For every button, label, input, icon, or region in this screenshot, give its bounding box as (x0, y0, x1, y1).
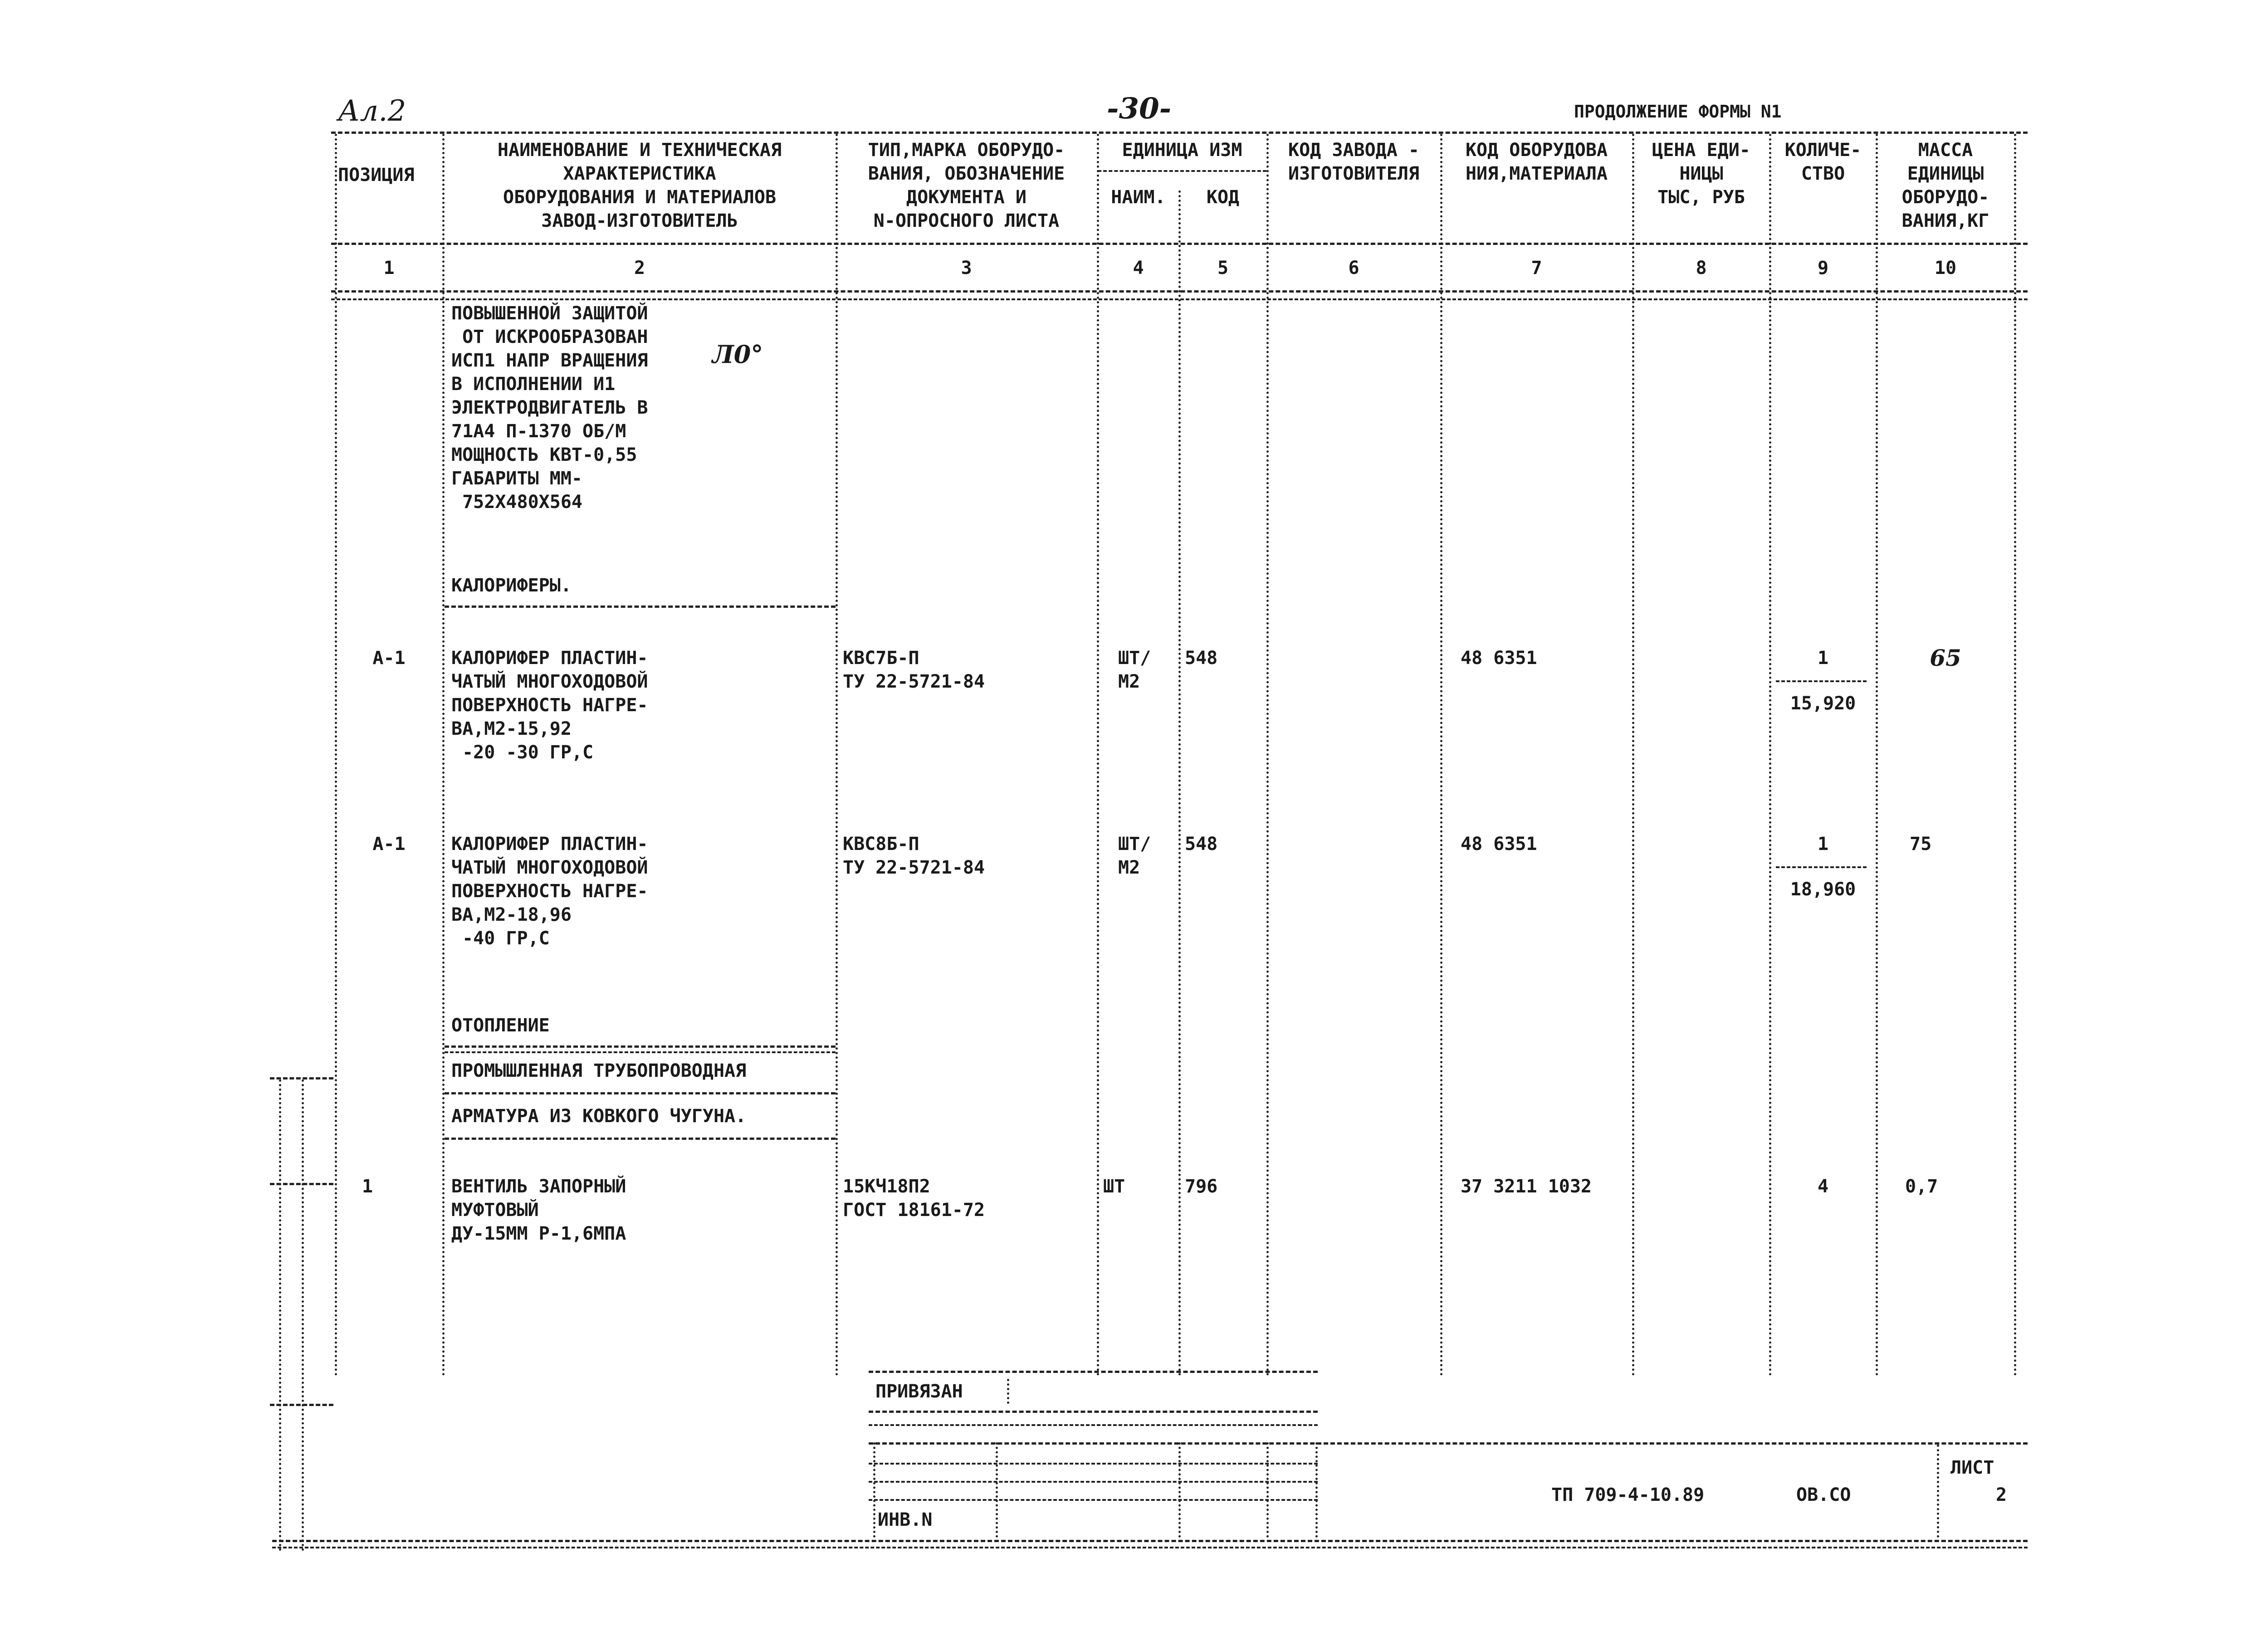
block1-line-3: ИСП1 НАПР ВРАЩЕНИЯ (451, 350, 648, 371)
col8-header-line1: ЦЕНА ЕДИ- (1652, 140, 1750, 161)
stamp-col-1 (873, 1442, 875, 1538)
margin-rule-2 (270, 1183, 333, 1185)
stamp-sheet-label: ЛИСТ (1950, 1457, 1994, 1478)
row1-name-line4: ВА,М2-15,92 (451, 718, 572, 739)
stamp-privyazan-sep (1007, 1379, 1009, 1404)
row3-type-line1: 15КЧ18П2 (843, 1176, 930, 1197)
row3-code: 796 (1185, 1176, 1218, 1197)
col10-header-line3: ОБОРУДО- (1901, 187, 1989, 208)
col-number-6: 6 (1348, 258, 1359, 278)
block1-line-5: ЭЛЕКТРОДВИГАТЕЛЬ В (451, 397, 648, 418)
row2-unit-line2: М2 (1118, 857, 1140, 878)
col5-header: КОД (1206, 187, 1240, 208)
section-armatura-divider (445, 1092, 836, 1094)
row3-material-code: 37 3211 1032 (1461, 1176, 1592, 1197)
col-number-3: 3 (961, 258, 972, 278)
block1-line-9: 752Х480Х564 (451, 492, 582, 513)
col1-header: ПОЗИЦИЯ (338, 165, 415, 186)
row1-qty-area: 15,920 (1790, 693, 1856, 714)
block1-line-6: 71А4 П-1370 ОБ/М (451, 421, 626, 442)
page-number: -30- (1107, 92, 1172, 126)
stamp-rule-top (869, 1371, 1318, 1373)
col45-header-title: ЕДИНИЦА ИЗМ (1122, 140, 1242, 161)
col8-header-line3: ТЫС, РУБ (1657, 187, 1745, 208)
album-label: Ал.2 (338, 94, 406, 128)
col7-header-line1: КОД ОБОРУДОВА (1465, 140, 1608, 161)
row2-name-line1: КАЛОРИФЕР ПЛАСТИН- (451, 834, 648, 855)
row3-qty: 4 (1817, 1176, 1829, 1197)
stamp-sheet-number: 2 (1996, 1485, 2007, 1505)
stamp-col-4 (1266, 1442, 1269, 1538)
row2-code: 548 (1185, 834, 1218, 855)
col-number-5: 5 (1217, 258, 1229, 278)
block1-line-7: МОЩНОСТЬ КВТ-0,55 (451, 444, 637, 465)
stamp-privyazan: ПРИВЯЗАН (875, 1381, 963, 1402)
col8-header-line2: НИЦЫ (1679, 163, 1723, 184)
row3-name-line2: МУФТОВЫЙ (451, 1200, 539, 1221)
col2-header-line3: ОБОРУДОВАНИЯ И МАТЕРИАЛОВ (503, 187, 777, 208)
col2-header-line2: ХАРАКТЕРИСТИКА (563, 163, 716, 184)
row2-name-line3: ПОВЕРХНОСТЬ НАГРЕ- (451, 881, 648, 902)
row2-name-line5: -40 ГР,С (451, 928, 550, 949)
col2-header-line4: ЗАВОД-ИЗГОТОВИТЕЛЬ (541, 210, 738, 231)
stamp-rule-6 (869, 1481, 1318, 1483)
row1-code: 548 (1185, 648, 1218, 669)
stamp-rule-7 (869, 1499, 1318, 1501)
col-number-8: 8 (1696, 258, 1707, 278)
row3-unit: ШТ (1103, 1176, 1125, 1197)
block1-line-8: ГАБАРИТЫ ММ- (451, 468, 582, 489)
col-border-5 (1266, 134, 1269, 1377)
stamp-inv: ИНВ.N (878, 1509, 933, 1530)
row1-name-line2: ЧАТЫЙ МНОГОХОДОВОЙ (451, 671, 648, 692)
col45-header-divider (1098, 170, 1266, 172)
margin-col-b (302, 1079, 304, 1551)
row1-type-line2: ТУ 22-5721-84 (843, 671, 985, 692)
section-armatura-line1: ПРОМЫШЛЕННАЯ ТРУБОПРОВОДНАЯ (451, 1060, 747, 1081)
rule-top (331, 132, 2028, 134)
row2-type-line1: КВС8Б-П (843, 834, 919, 855)
col-border-9 (1876, 134, 1878, 1377)
section-armatura-line2: АРМАТУРА ИЗ КОВКОГО ЧУГУНА. (451, 1106, 747, 1127)
col3-header-line1: ТИП,МАРКА ОБОРУДО- (868, 140, 1065, 161)
stamp-col-2 (996, 1442, 998, 1538)
stamp-rule-4 (869, 1442, 2028, 1445)
col9-header-line2: СТВО (1801, 163, 1845, 184)
row1-material-code: 48 6351 (1461, 648, 1537, 669)
col3-header-line4: N-ОПРОСНОГО ЛИСТА (873, 210, 1060, 231)
row1-name-line1: КАЛОРИФЕР ПЛАСТИН- (451, 648, 648, 669)
stamp-col-3 (1178, 1442, 1181, 1538)
rule-bottom-2 (272, 1547, 2028, 1548)
stamp-col-5 (1315, 1442, 1318, 1538)
row1-mass: 65 (1930, 645, 1961, 671)
stamp-doc-code: ТП 709-4-10.89 (1551, 1485, 1705, 1505)
margin-col-a (279, 1079, 281, 1551)
col-border-3 (1097, 134, 1099, 1377)
col10-header-line1: МАССА (1918, 140, 1973, 161)
col9-header-line1: КОЛИЧЕ- (1784, 140, 1862, 161)
row1-unit-line2: М2 (1118, 671, 1140, 692)
row1-qty-fraction-bar (1776, 680, 1867, 682)
row2-name-line4: ВА,М2-18,96 (451, 904, 572, 925)
col-number-1: 1 (383, 258, 395, 278)
continuation-title: ПРОДОЛЖЕНИЕ ФОРМЫ N1 (1574, 102, 1782, 122)
col2-header-line1: НАИМЕНОВАНИЕ И ТЕХНИЧЕСКАЯ (497, 140, 782, 161)
row2-unit-line1: ШТ/ (1118, 834, 1151, 855)
row3-position: 1 (362, 1176, 373, 1197)
row1-unit-line1: ШТ/ (1118, 648, 1151, 669)
col-border-2 (836, 134, 838, 1377)
col7-header-line2: НИЯ,МАТЕРИАЛА (1465, 163, 1608, 184)
col-number-4: 4 (1133, 258, 1144, 278)
row1-type-line1: КВС7Б-П (843, 648, 919, 669)
section-armatura-underline (445, 1138, 836, 1140)
col3-header-line2: ВАНИЯ, ОБОЗНАЧЕНИЕ (868, 163, 1065, 184)
section-kalorifery: КАЛОРИФЕРЫ. (451, 575, 572, 596)
row3-mass: 0,7 (1905, 1176, 1938, 1197)
row1-name-line3: ПОВЕРХНОСТЬ НАГРЕ- (451, 695, 648, 716)
col6-header-line1: КОД ЗАВОДА - (1288, 140, 1419, 161)
stamp-section: ОВ.СО (1796, 1485, 1851, 1505)
col3-header-line3: ДОКУМЕНТА И (906, 187, 1026, 208)
block1-line-2: ОТ ИСКРООБРАЗОВАН (451, 327, 648, 347)
row2-qty: 1 (1817, 834, 1829, 855)
row2-position: А-1 (372, 834, 406, 855)
row2-material-code: 48 6351 (1461, 834, 1537, 855)
stamp-sheet-sep (1937, 1445, 1939, 1538)
row3-name-line1: ВЕНТИЛЬ ЗАПОРНЫЙ (451, 1176, 626, 1197)
col4-header: НАИМ. (1111, 187, 1166, 208)
margin-rule-3 (270, 1404, 333, 1406)
stamp-rule-3 (869, 1424, 1318, 1426)
col-number-9: 9 (1817, 258, 1829, 278)
col6-header-line2: ИЗГОТОВИТЕЛЯ (1288, 163, 1419, 184)
row1-position: А-1 (372, 648, 406, 669)
block1-handwritten-note: Л0° (712, 340, 763, 369)
stamp-rule-2 (869, 1411, 1318, 1413)
col-border-0 (335, 134, 337, 1377)
block1-line-4: В ИСПОЛНЕНИИ И1 (451, 374, 616, 395)
col-border-7 (1632, 134, 1634, 1377)
col-number-10: 10 (1934, 258, 1957, 278)
section-kalorifery-underline (445, 606, 836, 608)
row2-name-line2: ЧАТЫЙ МНОГОХОДОВОЙ (451, 857, 648, 878)
col-border-6 (1440, 134, 1442, 1377)
section-otoplenie: ОТОПЛЕНИЕ (451, 1015, 550, 1036)
section-otoplenie-underline (445, 1045, 836, 1048)
row3-type-line2: ГОСТ 18161-72 (843, 1200, 985, 1221)
row2-mass: 75 (1910, 834, 1932, 855)
stamp-rule-5 (869, 1463, 1318, 1465)
col-number-2: 2 (634, 258, 645, 278)
section-otoplenie-underline-2 (445, 1051, 836, 1053)
row2-qty-area: 18,960 (1790, 879, 1856, 900)
row1-name-line5: -20 -30 ГР,С (451, 742, 594, 763)
col10-header-line4: ВАНИЯ,КГ (1901, 210, 1989, 231)
row2-type-line2: ТУ 22-5721-84 (843, 857, 985, 878)
rule-bottom (272, 1540, 2028, 1542)
row3-name-line3: ДУ-15ММ Р-1,6МПА (451, 1223, 626, 1244)
col-border-4 (1178, 190, 1181, 1377)
block1-line-1: ПОВЫШЕННОЙ ЗАЩИТОЙ (451, 303, 648, 324)
row1-qty: 1 (1817, 648, 1829, 669)
col-border-1 (442, 134, 445, 1377)
col-number-7: 7 (1531, 258, 1542, 278)
row2-qty-fraction-bar (1776, 866, 1867, 868)
col-border-10 (2014, 134, 2016, 1377)
col10-header-line2: ЕДИНИЦЫ (1907, 163, 1984, 184)
